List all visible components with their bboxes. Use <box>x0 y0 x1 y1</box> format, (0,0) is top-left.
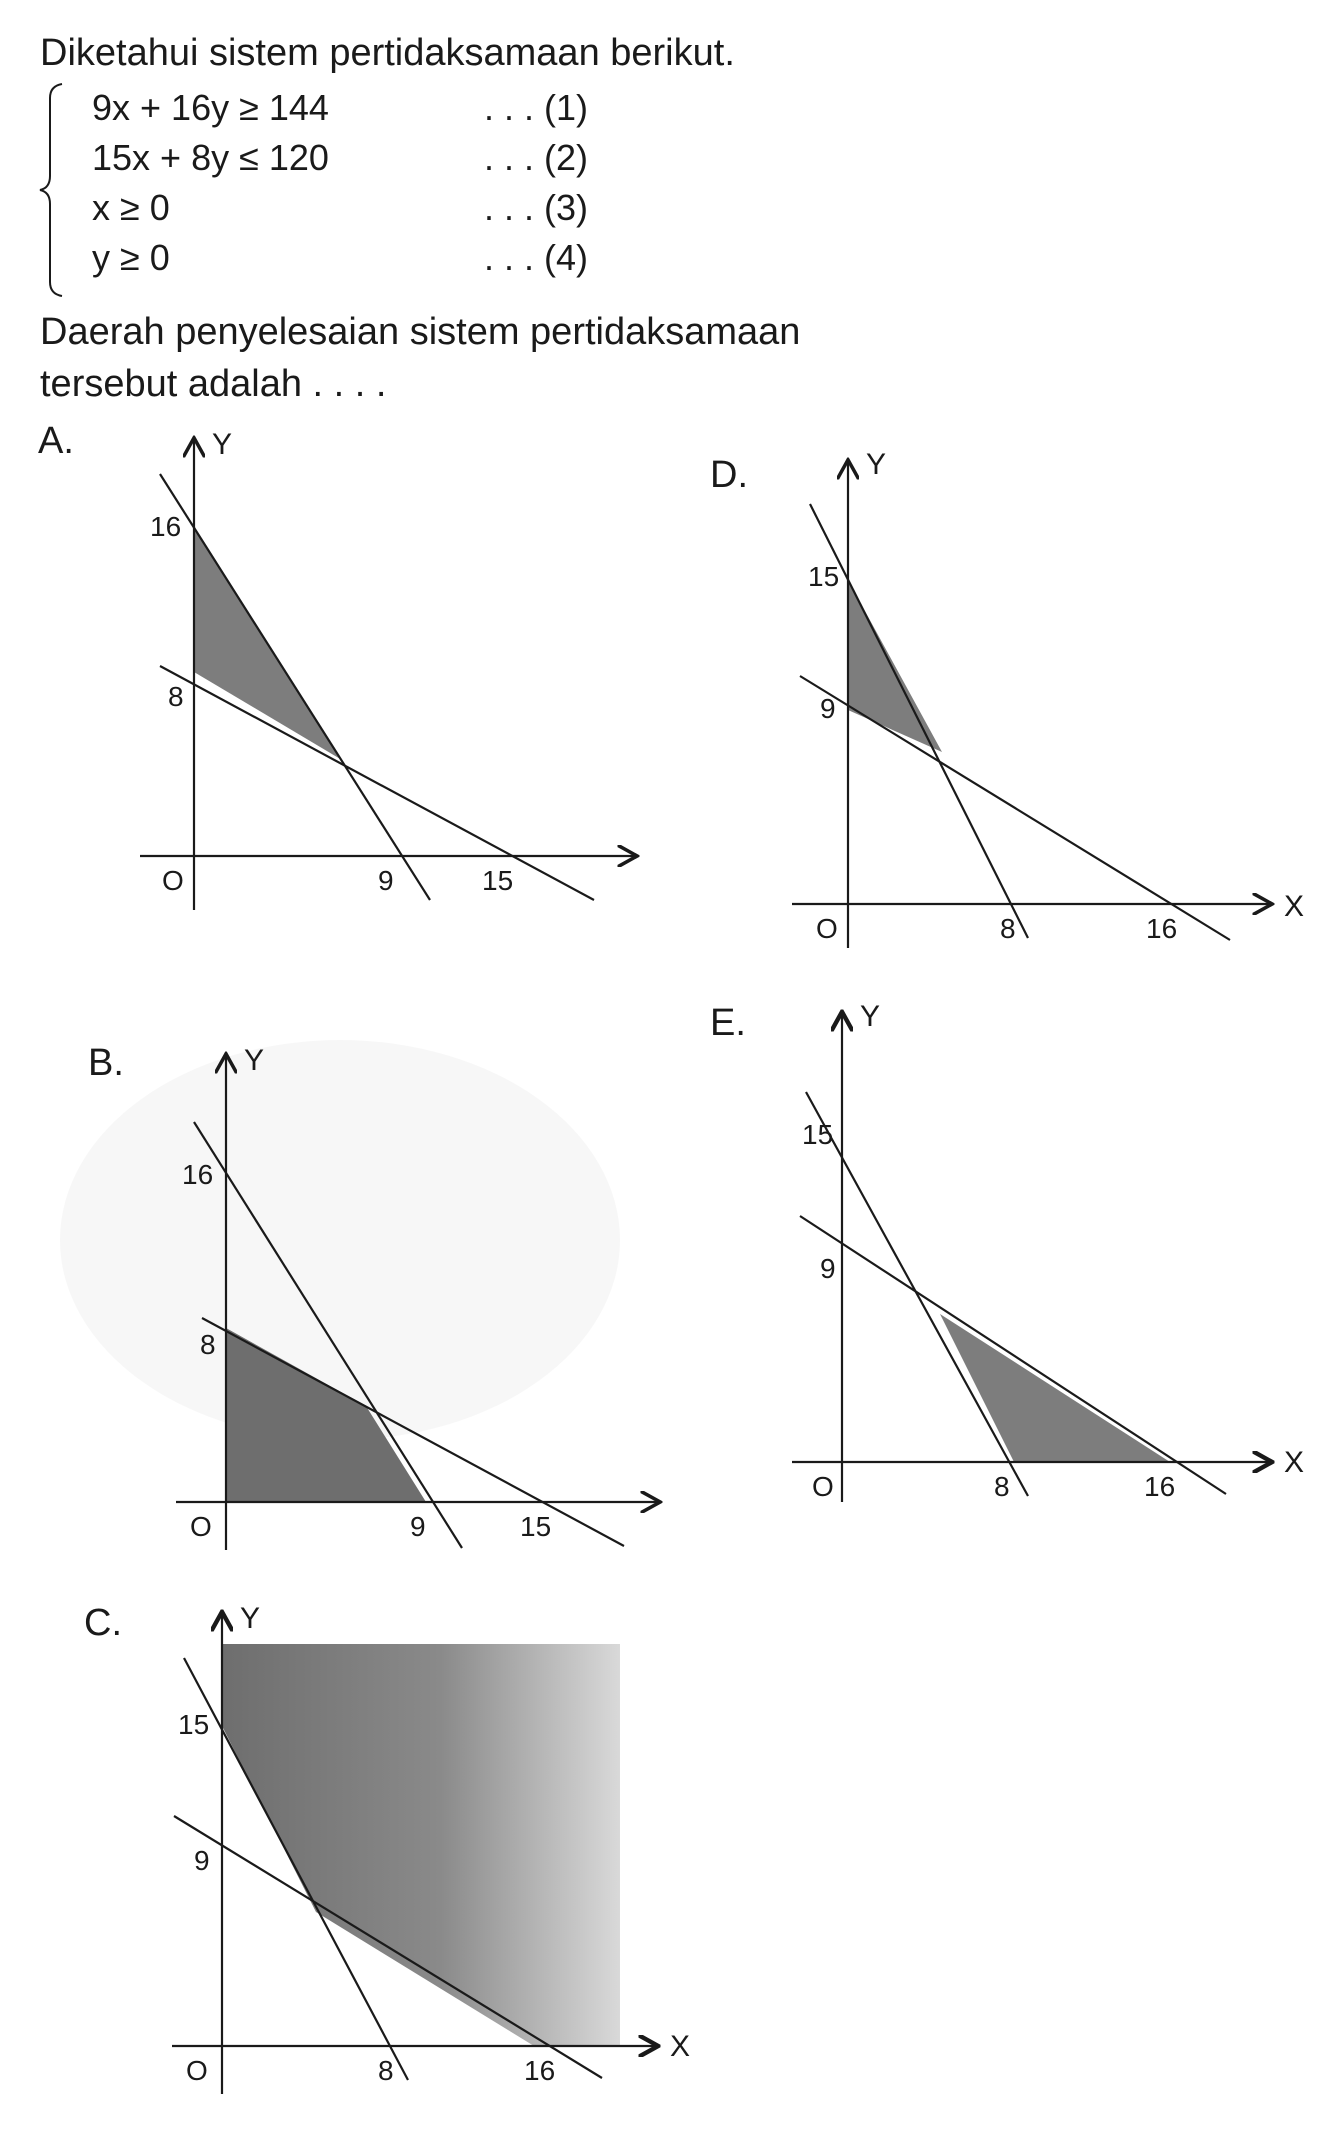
option-e-line-1 <box>806 1092 1028 1496</box>
option-c-label[interactable]: C. <box>84 1602 122 1644</box>
inequality-4: y ≥ 0 <box>92 237 170 278</box>
option-e-y-axis-label: Y <box>860 1000 881 1033</box>
option-c-origin: O <box>186 2055 208 2086</box>
option-c-y-tick-1: 15 <box>178 1709 210 1740</box>
question-intro: Diketahui sistem pertidaksamaan berikut. <box>40 32 735 74</box>
option-b-y-tick-2: 8 <box>200 1329 216 1360</box>
option-a-y-tick-1: 16 <box>150 511 182 542</box>
option-a-x-tick-1: 9 <box>378 865 394 896</box>
option-b-x-tick-2: 15 <box>520 1511 552 1542</box>
option-d-origin: O <box>816 913 838 944</box>
option-e-y-tick-1: 15 <box>802 1119 834 1150</box>
option-c-y-axis-label: Y <box>240 1602 261 1635</box>
option-b-origin: O <box>190 1511 212 1542</box>
option-a-y-axis-label: Y <box>212 428 233 461</box>
option-d-y-tick-1: 15 <box>808 561 840 592</box>
option-e-graph[interactable] <box>780 992 1320 1522</box>
option-b-y-axis-label: Y <box>244 1044 265 1077</box>
option-e-label[interactable]: E. <box>710 1002 746 1044</box>
option-b-label[interactable]: B. <box>88 1042 124 1084</box>
inequality-2: 15x + 8y ≤ 120 <box>92 137 329 178</box>
option-c-graph[interactable] <box>160 1594 720 2134</box>
question-prompt: Daerah penyelesaian sistem pertidaksamaan tersebut adalah . . . . <box>40 311 801 405</box>
inequality-1-ref: . . . (1) <box>484 87 589 128</box>
left-brace-icon <box>38 80 68 300</box>
option-c-x-tick-1: 8 <box>378 2055 394 2086</box>
option-d-x-tick-1: 8 <box>1000 913 1016 944</box>
option-a-origin: O <box>162 865 184 896</box>
option-e-origin: O <box>812 1471 834 1502</box>
option-a-y-tick-2: 8 <box>168 681 184 712</box>
inequality-3-ref: . . . (3) <box>484 187 589 228</box>
option-a-label[interactable]: A. <box>38 420 74 462</box>
option-b-shaded-region <box>226 1328 426 1502</box>
option-d-line-1 <box>810 504 1028 938</box>
option-e-x-tick-1: 8 <box>994 1471 1010 1502</box>
option-c-y-tick-2: 9 <box>194 1845 210 1876</box>
option-d-x-tick-2: 16 <box>1146 913 1178 944</box>
option-c-shaded-region <box>222 1644 620 2046</box>
option-d-graph[interactable] <box>780 440 1320 960</box>
inequality-system <box>38 80 678 300</box>
option-b-graph[interactable] <box>168 1036 688 1556</box>
option-d-label[interactable]: D. <box>710 454 748 496</box>
option-c-x-axis-label: X <box>670 2030 691 2063</box>
inequality-1: 9x + 16y ≥ 144 <box>92 87 329 128</box>
option-e-y-tick-2: 9 <box>820 1253 836 1284</box>
option-a-graph[interactable] <box>120 420 680 920</box>
option-b-y-tick-1: 16 <box>182 1159 214 1190</box>
inequality-4-ref: . . . (4) <box>484 237 589 278</box>
option-e-shaded-region <box>940 1314 1170 1462</box>
option-e-x-tick-2: 16 <box>1144 1471 1176 1502</box>
option-a-x-tick-2: 15 <box>482 865 514 896</box>
option-a-line-2 <box>160 666 594 900</box>
inequality-3: x ≥ 0 <box>92 187 170 228</box>
option-e-x-axis-label: X <box>1284 1446 1305 1479</box>
inequality-2-ref: . . . (2) <box>484 137 589 178</box>
option-d-line-2 <box>800 676 1230 940</box>
option-c-x-tick-2: 16 <box>524 2055 556 2086</box>
option-d-y-axis-label: Y <box>866 448 887 481</box>
option-d-y-tick-2: 9 <box>820 693 836 724</box>
option-b-x-tick-1: 9 <box>410 1511 426 1542</box>
option-d-x-axis-label: X <box>1284 890 1305 923</box>
